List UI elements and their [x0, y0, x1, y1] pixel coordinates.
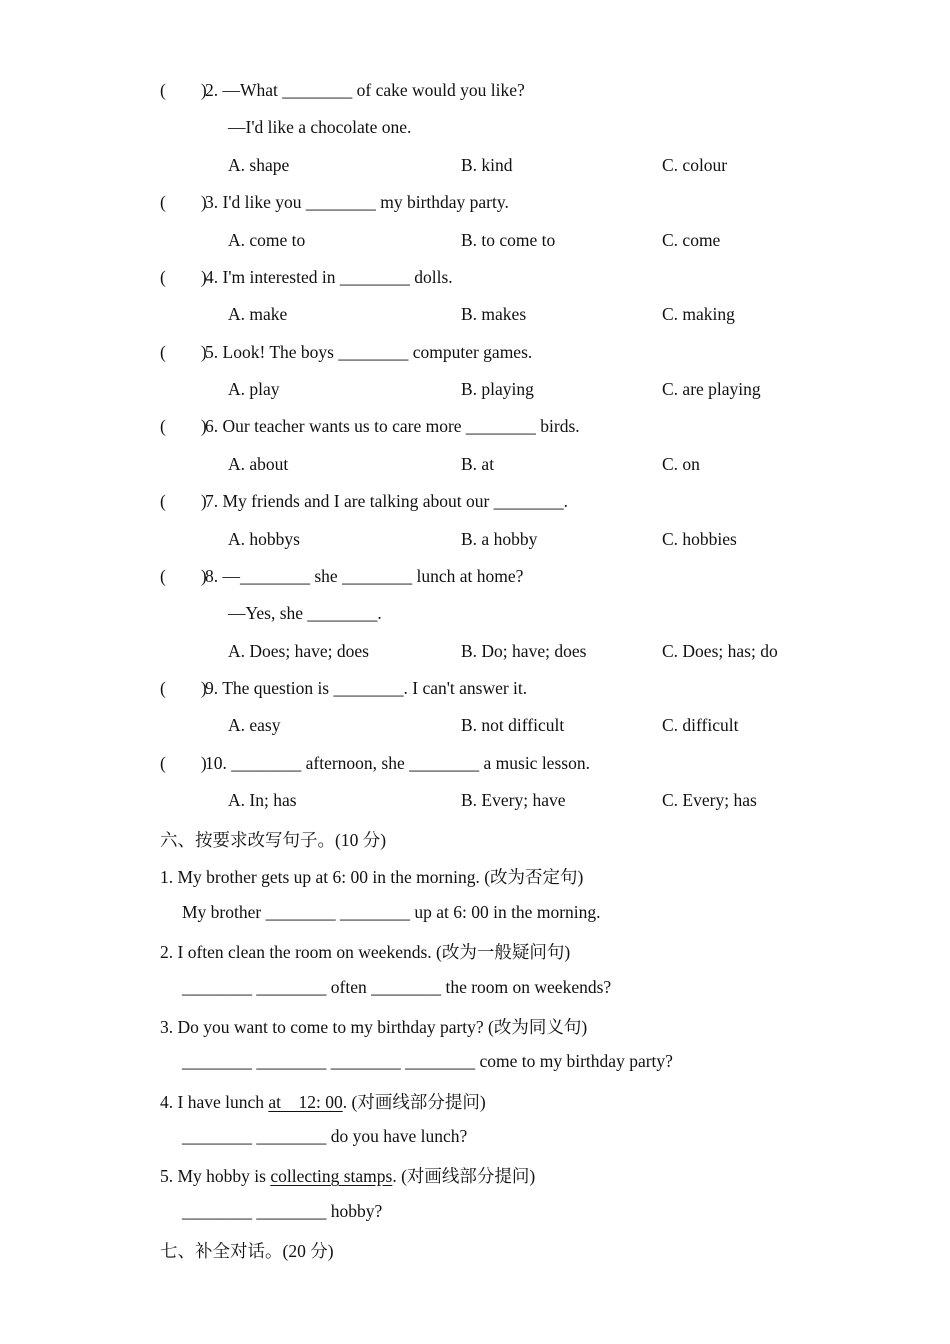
- rewrite-question-4: 4. I have lunch at 12: 00. (对画线部分提问): [160, 1092, 486, 1112]
- option-b: B. playing: [461, 379, 534, 399]
- option-a: A. about: [228, 454, 289, 474]
- option-c: C. Every; has: [662, 790, 757, 810]
- option-b: B. not difficult: [461, 715, 565, 735]
- answer-blank[interactable]: ( ): [160, 678, 207, 698]
- option-a: A. easy: [228, 715, 281, 735]
- option-c: C. Does; has; do: [662, 641, 778, 661]
- rewrite-question-2: 2. I often clean the room on weekends. (改为一般疑问句): [160, 942, 571, 962]
- underlined-phrase: collecting stamps: [270, 1166, 393, 1186]
- option-b: B. Do; have; does: [461, 641, 587, 661]
- answer-blank[interactable]: ( ): [160, 491, 207, 511]
- option-b: B. a hobby: [461, 529, 538, 549]
- option-a: A. come to: [228, 230, 306, 250]
- rewrite-question-3: 3. Do you want to come to my birthday party? (改为同义句): [160, 1017, 588, 1037]
- answer-blank[interactable]: ( ): [160, 192, 207, 212]
- option-a: A. Does; have; does: [228, 641, 369, 661]
- answer-blank[interactable]: ( ): [160, 267, 207, 287]
- option-a: A. make: [228, 304, 288, 324]
- section-title: 六、按要求改写句子。(10 分): [160, 830, 387, 850]
- question-stem: 6. Our teacher wants us to care more ________ birds.: [205, 416, 580, 436]
- option-b: B. to come to: [461, 230, 556, 250]
- option-c: C. making: [662, 304, 735, 324]
- question-stem: 2. —What ________ of cake would you like?: [205, 80, 525, 100]
- question-stem: 4. I'm interested in ________ dolls.: [205, 267, 453, 287]
- underlined-phrase: at 12: 00: [268, 1092, 343, 1112]
- option-a: A. play: [228, 379, 280, 399]
- option-c: C. are playing: [662, 379, 761, 399]
- question-followup: —I'd like a chocolate one.: [228, 117, 412, 137]
- question-stem: 10. ________ afternoon, she ________ a music lesson.: [205, 753, 590, 773]
- question-stem: 5. Look! The boys ________ computer games.: [205, 342, 533, 362]
- option-a: A. hobbys: [228, 529, 300, 549]
- option-c: C. on: [662, 454, 700, 474]
- rewrite-question-5: 5. My hobby is collecting stamps. (对画线部分提问): [160, 1166, 536, 1186]
- question-stem: 9. The question is ________. I can't answer it.: [205, 678, 528, 698]
- rewrite-question-1: 1. My brother gets up at 6: 00 in the morning. (改为否定句): [160, 867, 584, 887]
- answer-blank[interactable]: ( ): [160, 342, 207, 362]
- rewrite-answer-2[interactable]: ________ ________ often ________ the room on weekends?: [182, 977, 612, 997]
- rewrite-answer-5[interactable]: ________ ________ hobby?: [182, 1201, 383, 1221]
- option-b: B. Every; have: [461, 790, 566, 810]
- answer-blank[interactable]: ( ): [160, 416, 207, 436]
- question-followup: —Yes, she ________.: [228, 603, 382, 623]
- section-title-dialogue: 七、补全对话。(20 分): [160, 1241, 334, 1261]
- question-stem: 3. I'd like you ________ my birthday party.: [205, 192, 509, 212]
- rewrite-answer-4[interactable]: ________ ________ do you have lunch?: [182, 1126, 468, 1146]
- question-stem: 7. My friends and I are talking about our ________.: [205, 491, 569, 511]
- option-a: A. shape: [228, 155, 290, 175]
- answer-blank[interactable]: ( ): [160, 753, 207, 773]
- answer-blank[interactable]: ( ): [160, 566, 207, 586]
- option-c: C. difficult: [662, 715, 739, 735]
- option-c: C. colour: [662, 155, 728, 175]
- question-stem: 8. —________ she ________ lunch at home?: [205, 566, 524, 586]
- option-b: B. at: [461, 454, 495, 474]
- option-c: C. come: [662, 230, 721, 250]
- option-b: B. makes: [461, 304, 527, 324]
- option-a: A. In; has: [228, 790, 297, 810]
- answer-blank[interactable]: ( ): [160, 80, 207, 100]
- option-b: B. kind: [461, 155, 513, 175]
- rewrite-answer-1[interactable]: My brother ________ ________ up at 6: 00 in the morning.: [182, 902, 601, 922]
- rewrite-answer-3[interactable]: ________ ________ ________ ________ come to my birthday party?: [182, 1051, 673, 1071]
- option-c: C. hobbies: [662, 529, 737, 549]
